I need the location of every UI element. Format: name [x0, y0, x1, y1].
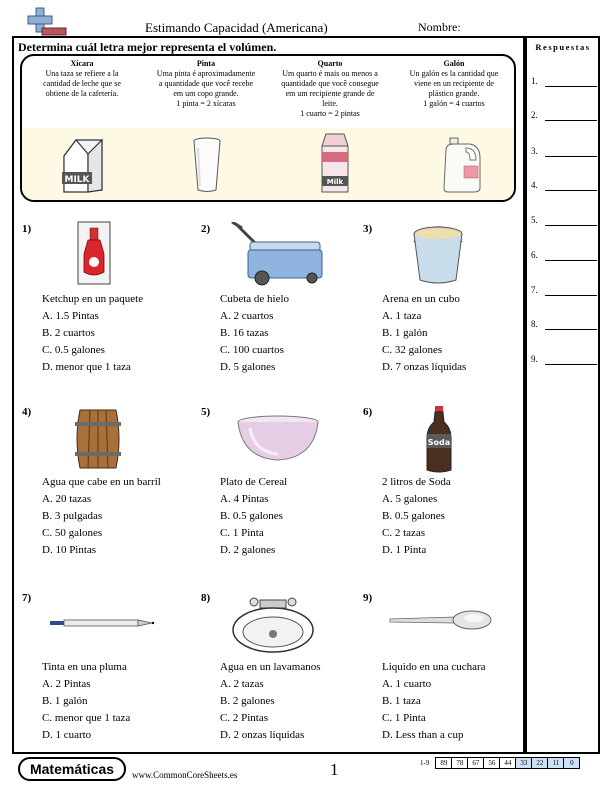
sink-icon	[230, 592, 316, 656]
unit-desc-line: a quantidade que você recebe	[158, 79, 254, 88]
unit-cup	[20, 59, 144, 99]
svg-text:Soda: Soda	[427, 438, 451, 447]
ketchup-packet-icon	[76, 220, 112, 286]
question-number: 3)	[363, 223, 373, 235]
answer-option: C. 100 cuartos	[220, 344, 284, 356]
svg-text:MILK: MILK	[64, 175, 90, 185]
answer-option: B. 0.5 galones	[220, 510, 283, 522]
answer-underline	[545, 295, 597, 296]
question-block	[42, 291, 143, 376]
answer-underline	[545, 86, 597, 87]
question-prompt: Tinta en una pluma	[42, 661, 127, 673]
answer-option: A. 4 Pintas	[220, 493, 269, 505]
answer-underline	[545, 329, 597, 330]
bowl-icon	[236, 414, 320, 464]
quart-carton-icon	[318, 132, 352, 196]
answer-underline	[545, 190, 597, 191]
worksheet-title: Estimando Capacidad (Americana)	[145, 20, 328, 35]
answer-line-9[interactable]	[531, 354, 538, 364]
unit-gallon	[392, 59, 516, 109]
question-number: 6)	[363, 406, 373, 418]
name-label: Nombre:	[418, 20, 461, 34]
answer-option: A. 20 tazas	[42, 493, 92, 505]
answer-option: C. 50 galones	[42, 527, 103, 539]
question-block	[220, 291, 289, 376]
answer-option: D. Less than a cup	[382, 729, 464, 741]
unit-quart	[268, 59, 392, 119]
question-block	[382, 291, 466, 376]
score-cell: 0	[564, 758, 580, 769]
answer-label: 3.	[531, 146, 538, 156]
score-cell: 22	[532, 758, 548, 769]
question-number: 5)	[201, 406, 211, 418]
answer-option: D. 1 Pinta	[382, 544, 427, 556]
score-table	[418, 757, 580, 769]
score-cell: 67	[468, 758, 484, 769]
answer-option: D. 2 galones	[220, 544, 276, 556]
answer-option: C. 1 Pinta	[382, 712, 426, 724]
answer-option: B. 0.5 galones	[382, 510, 445, 522]
cooler-icon	[230, 222, 328, 286]
answer-option: C. 1 Pinta	[220, 527, 264, 539]
answer-option: A. 1.5 Pintas	[42, 310, 99, 322]
unit-name: Xícara	[70, 59, 94, 68]
answer-line-2[interactable]	[531, 110, 538, 120]
answer-option: B. 2 galones	[220, 695, 275, 707]
unit-name: Pinta	[196, 59, 216, 68]
question-prompt: Agua que cabe en un barril	[42, 476, 161, 488]
unit-reference-box	[20, 54, 516, 202]
score-cell: 89	[436, 758, 452, 769]
answer-option: D. 7 onzas líquidas	[382, 361, 467, 373]
unit-name: Galón	[443, 59, 465, 68]
answer-label: 4.	[531, 180, 538, 190]
answer-option: B. 2 cuartos	[42, 327, 95, 339]
answer-label: 6.	[531, 250, 538, 260]
score-cell: 78	[452, 758, 468, 769]
subject-badge: Matemáticas	[18, 757, 126, 781]
question-number: 1)	[22, 223, 32, 235]
answer-option: A. 1 taza	[382, 310, 422, 322]
frame-divider-rule	[523, 36, 527, 754]
spoon-icon	[388, 610, 494, 632]
answer-line-4[interactable]	[531, 180, 538, 190]
frame-right-rule	[598, 36, 600, 754]
answer-line-6[interactable]	[531, 250, 538, 260]
score-cell: 33	[516, 758, 532, 769]
answer-label: 8.	[531, 319, 538, 329]
unit-desc-line: viene en un recipiente de	[414, 79, 494, 88]
answer-option: B. 1 galón	[42, 695, 88, 707]
answer-option: D. 1 cuarto	[42, 729, 92, 741]
answer-option: C. menor que 1 taza	[42, 712, 131, 724]
answer-option: A. 5 galones	[382, 493, 438, 505]
answer-option: D. 10 Pintas	[42, 544, 97, 556]
question-prompt: Arena en un cubo	[382, 293, 460, 305]
glass-icon	[190, 136, 224, 194]
unit-desc-line: quantidade que você consegue	[281, 79, 379, 88]
question-number: 2)	[201, 223, 211, 235]
answer-underline	[545, 156, 597, 157]
answer-option: A. 2 cuartos	[220, 310, 274, 322]
answer-option: D. 2 onzas líquidas	[220, 729, 305, 741]
unit-desc-line: em um copo grande.	[173, 89, 239, 98]
unit-desc-line: cantidad de leche que se	[43, 79, 121, 88]
unit-pint	[144, 59, 268, 109]
answer-option: A. 2 Pintas	[42, 678, 91, 690]
question-number: 8)	[201, 592, 211, 604]
score-range: 1-9	[420, 759, 430, 767]
plus-minus-logo-icon	[22, 6, 68, 40]
answer-option: B. 16 tazas	[220, 327, 269, 339]
answers-title: Respuestas	[535, 42, 591, 52]
answer-line-5[interactable]	[531, 215, 538, 225]
unit-desc-line: plástico grande.	[428, 89, 480, 98]
answer-underline	[545, 260, 597, 261]
answer-label: 7.	[531, 285, 538, 295]
score-cell: 56	[484, 758, 500, 769]
question-prompt: Plato de Cereal	[220, 476, 288, 488]
question-block	[382, 659, 486, 744]
unit-desc-line: Una taza se refiere a la	[45, 69, 119, 78]
answer-option: B. 3 pulgadas	[42, 510, 103, 522]
question-number: 9)	[363, 592, 373, 604]
unit-desc-line: em um recipiente grande de	[285, 89, 375, 98]
question-prompt: Cubeta de hielo	[220, 293, 290, 305]
answer-option: B. 1 galón	[382, 327, 428, 339]
score-cell: 11	[548, 758, 564, 769]
answer-option: A. 2 tazas	[220, 678, 264, 690]
answer-line-3[interactable]	[531, 146, 538, 156]
question-prompt: Agua en un lavamanos	[220, 661, 321, 673]
unit-desc-line: Uma pinta é aproximadamente	[156, 69, 256, 78]
frame-bottom-rule	[12, 752, 600, 754]
unit-desc-line: obtiene de la cafetería.	[45, 89, 119, 98]
answer-label: 9.	[531, 354, 538, 364]
answer-option: B. 1 taza	[382, 695, 421, 707]
answer-label: 2.	[531, 110, 538, 120]
answer-line-8[interactable]	[531, 319, 538, 329]
unit-desc-line: 1 cuarto = 2 pintas	[300, 109, 360, 118]
page-number: 1	[330, 760, 339, 779]
unit-name: Quarto	[317, 59, 343, 68]
question-number: 4)	[22, 406, 32, 418]
question-block	[42, 659, 130, 744]
unit-desc-line: 1 galón = 4 cuartos	[423, 99, 485, 108]
footer-url: www.CommonCoreSheets.es	[132, 770, 238, 780]
question-block	[42, 474, 161, 559]
frame-top-rule	[12, 36, 600, 38]
answer-label: 1.	[531, 76, 538, 86]
answer-option: C. 2 Pintas	[220, 712, 268, 724]
answer-underline	[545, 364, 597, 365]
question-prompt: 2 litros de Soda	[382, 476, 451, 488]
answer-option: A. 1 cuarto	[382, 678, 432, 690]
unit-desc-line: Un galón es la cantidad que	[409, 69, 499, 78]
unit-desc-line: 1 pinta = 2 xícaras	[176, 99, 236, 108]
answer-option: D. menor que 1 taza	[42, 361, 131, 373]
gallon-jug-icon	[440, 136, 484, 194]
sand-bucket-icon	[410, 220, 466, 286]
answer-label: 5.	[531, 215, 538, 225]
question-number: 7)	[22, 592, 32, 604]
question-block	[382, 474, 451, 559]
answer-option: D. 5 galones	[220, 361, 276, 373]
answer-option: C. 32 galones	[382, 344, 443, 356]
barrel-icon	[72, 408, 124, 470]
question-prompt: Liquido en una cuchara	[382, 661, 486, 673]
answer-line-1[interactable]	[531, 76, 538, 86]
svg-text:Milk: Milk	[326, 178, 344, 186]
question-block	[220, 659, 321, 744]
question-prompt: Ketchup en un paquete	[42, 293, 144, 305]
question-block	[220, 474, 287, 559]
answer-underline	[545, 225, 597, 226]
soda-bottle-icon	[424, 404, 454, 474]
answer-underline	[545, 120, 597, 121]
answer-option: C. 0.5 galones	[42, 344, 105, 356]
unit-desc-line: leite.	[322, 99, 338, 108]
score-cell: 44	[500, 758, 516, 769]
milk-carton-icon	[58, 134, 108, 196]
answer-line-7[interactable]	[531, 285, 538, 295]
instructions: Determina cuál letra mejor representa el volúmen.	[18, 40, 277, 54]
frame-left-rule	[12, 36, 14, 754]
unit-desc-line: Um quarto é mais ou menos a	[282, 69, 378, 78]
answer-option: C. 2 tazas	[382, 527, 426, 539]
pen-icon	[48, 616, 158, 630]
